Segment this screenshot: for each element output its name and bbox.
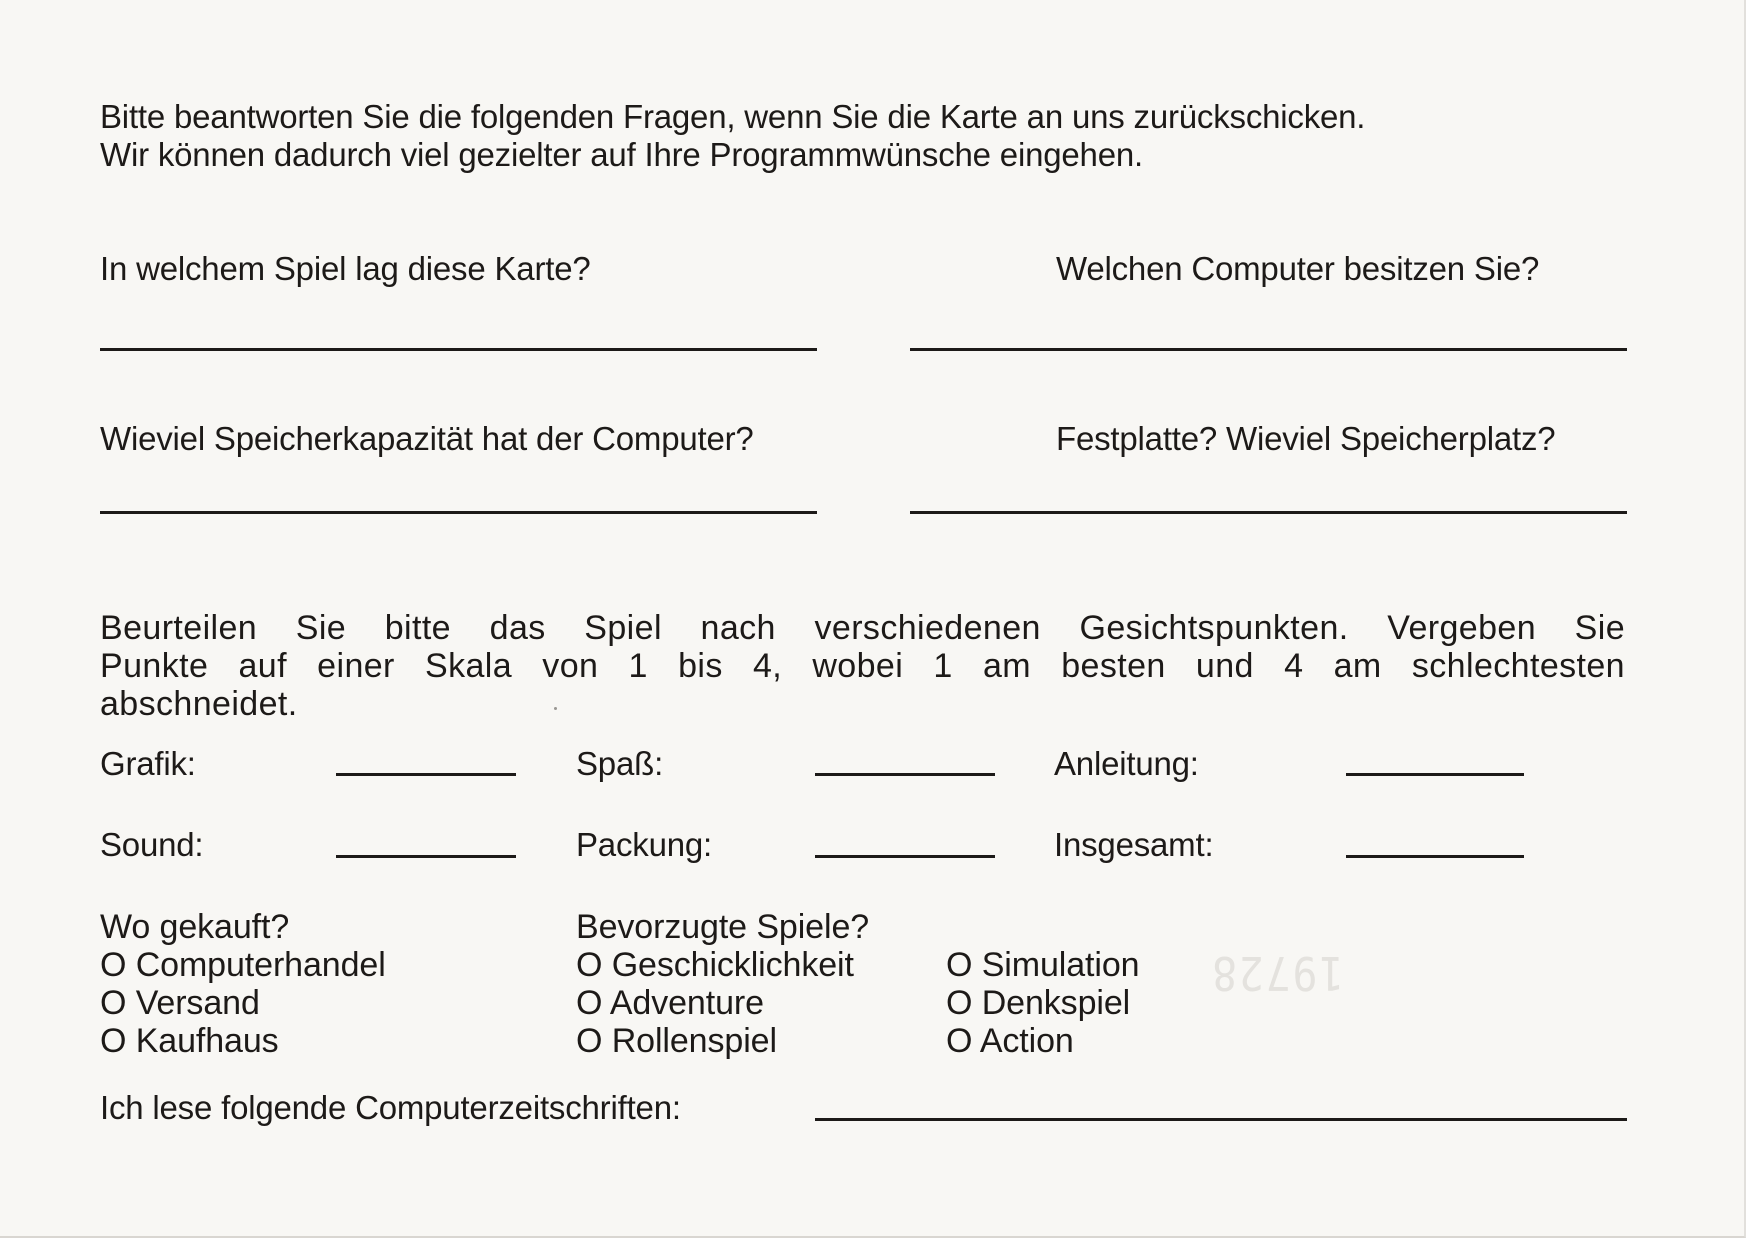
rating-packung-line[interactable]: [815, 855, 995, 858]
rating-sound-label: Sound:: [100, 826, 204, 863]
harddisk-answer-line[interactable]: [910, 511, 1627, 514]
rating-sound-line[interactable]: [336, 855, 516, 858]
magazines-answer-line[interactable]: [815, 1118, 1627, 1121]
rating-packung-label: Packung:: [576, 826, 712, 863]
question-game-label: In welchem Spiel lag diese Karte?: [100, 250, 591, 287]
preferred-heading: Bevorzugte Spiele?: [576, 908, 870, 946]
question-computer-label: Welchen Computer besitzen Sie?: [1056, 250, 1540, 287]
intro-line-1: Bitte beantworten Sie die folgenden Fragen, wenn Sie die Karte an uns zurückschicken.: [100, 98, 1366, 135]
rating-instructions-line-3: abschneidet.: [100, 685, 298, 723]
preferred-option-geschicklichkeit[interactable]: O Geschicklichkeit: [576, 946, 854, 984]
rating-instructions-line-1: Beurteilen Sie bitte das Spiel nach verschiedenen Gesichtspunkten. Vergeben Sie: [100, 609, 1625, 647]
rating-insgesamt-label: Insgesamt:: [1054, 826, 1214, 863]
question-harddisk-label: Festplatte? Wieviel Speicherplatz?: [1056, 420, 1556, 457]
rating-grafik-line[interactable]: [336, 773, 516, 776]
intro-text: [100, 98, 1630, 174]
rating-grafik-label: Grafik:: [100, 745, 196, 782]
game-answer-line[interactable]: [100, 348, 817, 351]
rating-spass-line[interactable]: [815, 773, 995, 776]
rating-instructions-line-2: Punkte auf einer Skala von 1 bis 4, wobei 1 am besten und 4 am schlechtesten: [100, 647, 1625, 685]
purchase-option-kaufhaus[interactable]: O Kaufhaus: [100, 1022, 279, 1060]
preferred-option-rollenspiel[interactable]: O Rollenspiel: [576, 1022, 777, 1060]
preferred-option-adventure[interactable]: O Adventure: [576, 984, 764, 1022]
rating-anleitung-line[interactable]: [1346, 773, 1524, 776]
rating-spass-label: Spaß:: [576, 745, 664, 782]
rating-instructions: [100, 609, 1625, 723]
intro-line-2: Wir können dadurch viel gezielter auf Ihre Programmwünsche eingehen.: [100, 136, 1143, 173]
stamped-number: 19728: [1210, 946, 1345, 1000]
memory-answer-line[interactable]: [100, 511, 817, 514]
preferred-option-action[interactable]: O Action: [946, 1022, 1074, 1060]
purchase-option-computerhandel[interactable]: O Computerhandel: [100, 946, 386, 984]
question-memory-label: Wieviel Speicherkapazität hat der Computer?: [100, 420, 754, 457]
preferred-option-denkspiel[interactable]: O Denkspiel: [946, 984, 1131, 1022]
purchase-heading: Wo gekauft?: [100, 908, 290, 946]
speck: [554, 707, 557, 710]
magazines-label: Ich lese folgende Computerzeitschriften:: [100, 1089, 681, 1126]
rating-anleitung-label: Anleitung:: [1054, 745, 1199, 782]
rating-insgesamt-line[interactable]: [1346, 855, 1524, 858]
preferred-option-simulation[interactable]: O Simulation: [946, 946, 1140, 984]
purchase-option-versand[interactable]: O Versand: [100, 984, 260, 1022]
computer-answer-line[interactable]: [910, 348, 1627, 351]
